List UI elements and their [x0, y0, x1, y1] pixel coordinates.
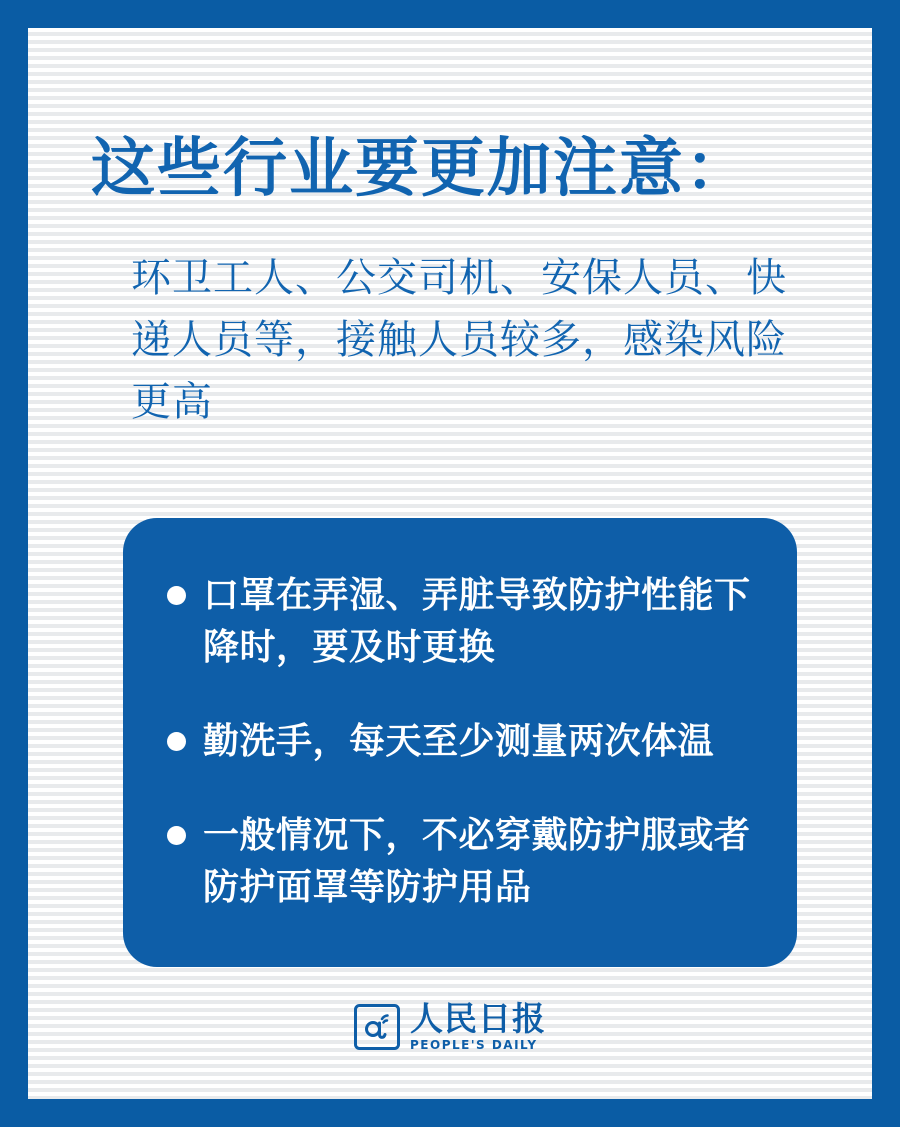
- tip-text: 口罩在弄湿、弄脏导致防护性能下降时，要及时更换: [203, 574, 751, 668]
- poster-card: [28, 28, 872, 1099]
- list-item: [167, 570, 757, 674]
- bullet-dot-icon: [167, 586, 186, 605]
- brand-text: [410, 999, 546, 1052]
- brand-name-en: PEOPLE'S DAILY: [410, 1038, 538, 1052]
- brand-logo: [354, 999, 546, 1052]
- footer: [83, 999, 817, 1069]
- page-title: 这些行业要更加注意：: [91, 132, 751, 206]
- tips-box: [123, 518, 797, 967]
- tip-text: 一般情况下，不必穿戴防护服或者防护面罩等防护用品: [203, 815, 751, 909]
- at-sign-wifi-icon: [354, 1004, 400, 1050]
- list-item: [167, 716, 757, 768]
- tip-text: 勤洗手，每天至少测量两次体温: [203, 720, 715, 762]
- bullet-dot-icon: [167, 732, 186, 751]
- lead-paragraph: 环卫工人、公交司机、安保人员、快递人员等，接触人员较多，感染风险更高: [131, 254, 787, 425]
- bullet-dot-icon: [167, 826, 186, 845]
- brand-name-cn: 人民日报: [410, 999, 546, 1038]
- list-item: [167, 810, 757, 914]
